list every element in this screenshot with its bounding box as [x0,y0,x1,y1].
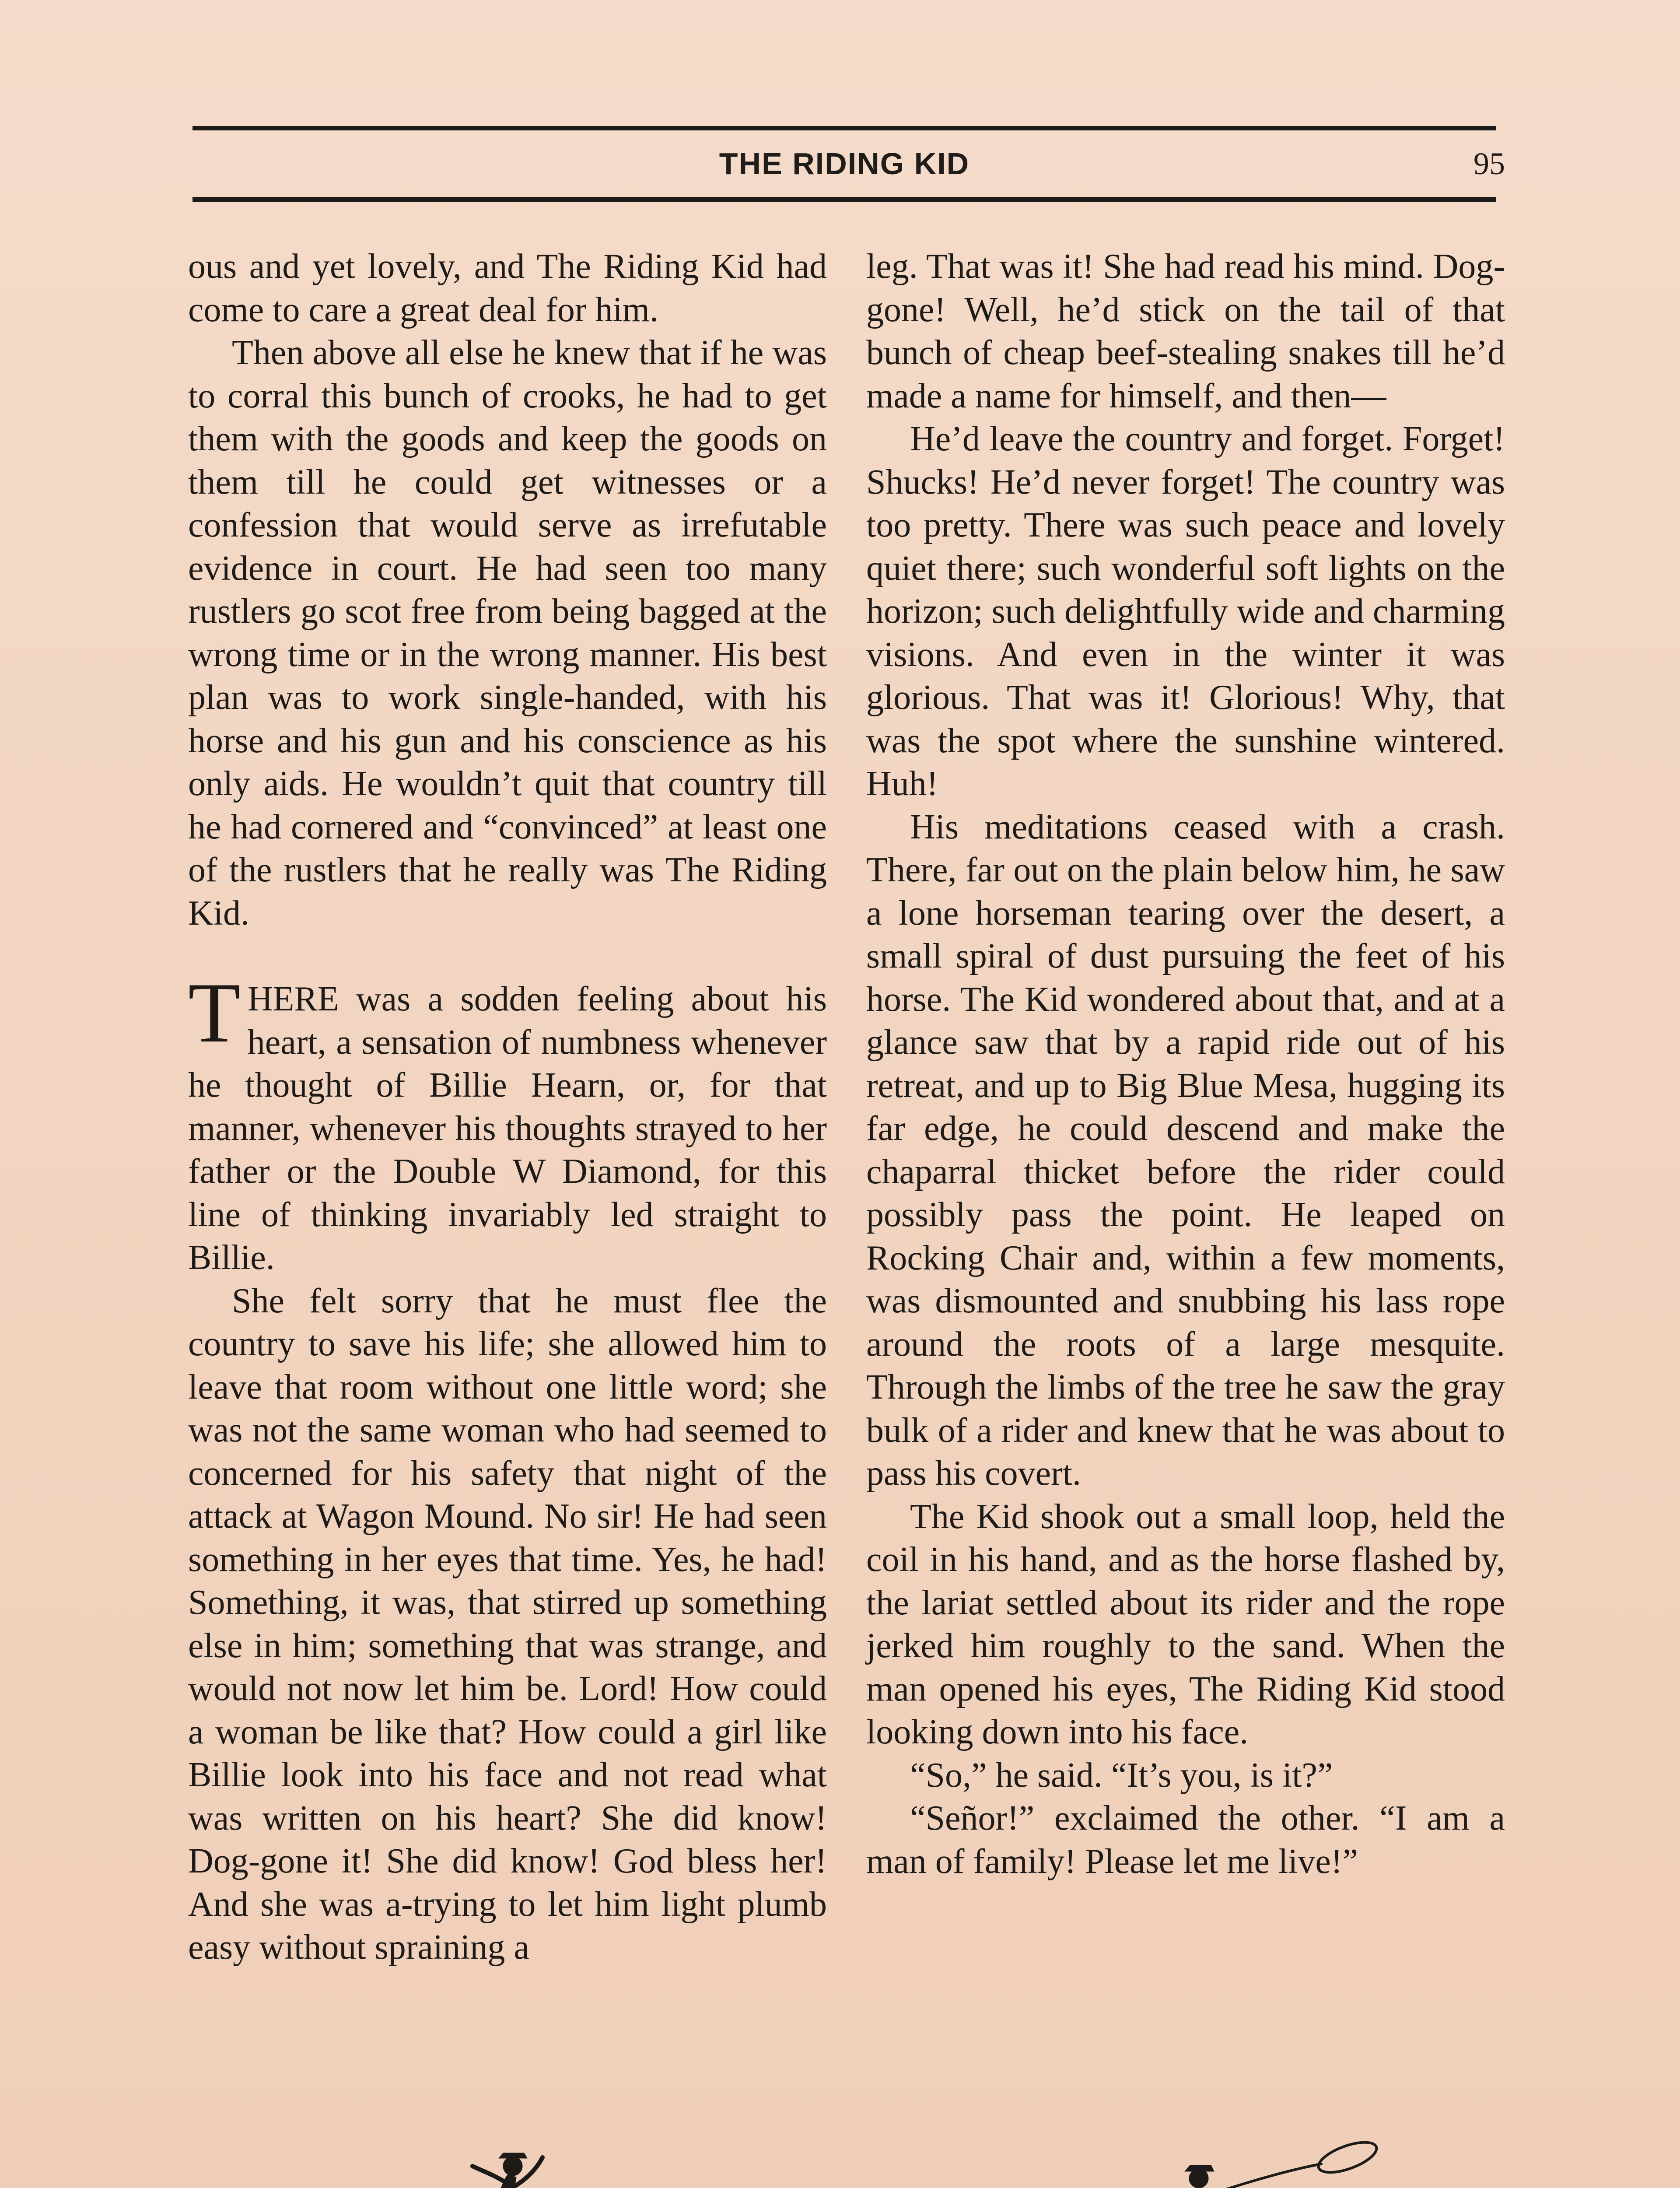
paragraph: “Señor!” exclaimed the other. “I am a man of family! Please let me live!” [866,1799,1505,1881]
paragraph: His meditations ceased with a crash. There, far out on the plain below him, he saw a lone horseman tearing over the desert, a small spiral of dust pursuing the feet of his horse. The Kid wondered about that, and at a glance saw that by a rapid ride out of his retreat, and up to Big Blue Mesa, hugging its far edge, he could descend and make the chaparral thicket before the rider could possibly pass the point. He leaped on Rocking Chair and, within a few moments, was dismounted and snubbing his lass rope around the roots of a large mesquite. Through the limbs of the tree he saw the gray bulk of a rider and knew that he was about to pass his covert. [866,807,1505,1493]
paragraph: He’d leave the country and forget. Forget! Shucks! He’d never forget! The country was too pretty. There was such peace and lovely quiet there; such wonderful soft lights on the horizon; such delightfully wide and charming visions. And even in the winter it was glorious. That was it! Glorious! Why, that was the spot where the sunshine wintered. Huh! [866,420,1505,803]
drop-cap: T [188,965,241,1060]
running-title: THE RIDING KID [719,147,970,181]
paragraph: “So,” he said. “It’s you, is it?” [910,1756,1333,1795]
header-rule-top [192,126,1496,130]
section-opening-paragraph [188,965,827,1280]
paragraph: She felt sorry that he must flee the country to save his life; she allowed him to leave that room without one little word; she was not the same woman who had seemed to concerned for his safety that night of the attack at Wagon Mound. No sir! He had seen something in her eyes that time. Yes, he had! Something, it was, that stirred up something else in him; something that was strange, and would not now let him be. Lord! How could a woman be like that? How could a girl like Billie look into his face and not read what was written on his heart? She did know! Dog-gone it! She did know! God bless her! And she was a-trying to let him light plumb easy without spraining a [188,1281,827,1967]
paragraph: Then above all else he knew that if he was to corral this bunch of crooks, he had to get them with the goods and keep the goods on them till he could get witnesses or a confession that would serve as irrefutable evidence in court. He had seen too many rustlers go scot free from being bagged at the wrong time or in the wrong manner. His best plan was to work single-handed, with his horse and his gun and his conscience as his only aids. He wouldn’t quit that country till he had cornered and “convinced” at least one of the rustlers that he really was The Riding Kid. [188,333,827,933]
paragraph: leg. That was it! She had read his mind. Dog-gone! Well, he’d stick on the tail of that bunch of cheap beef-stealing snakes till he’d made a name for himself, and then— [866,247,1505,415]
right-column [866,245,1505,1883]
paragraph: ous and yet lovely, and The Riding Kid had come to care a great deal for him. [188,247,827,329]
paragraph-text: HERE was a sodden feeling about his heart, a sensation of numbness whenever he thought of Billie Hearn, or, for that manner, whenever his thoughts strayed to her father or the Double W Diamond, for this line of thinking invariably led straight to Billie. [188,980,827,1277]
header-rule-bottom [192,197,1496,202]
paragraph: The Kid shook out a small loop, held the coil in his hand, and as the horse flashed by, the lariat settled about its rider and the rope jerked him roughly to the sand. When the man opened his eyes, The Riding Kid stood looking down into his face. [866,1497,1505,1751]
left-column [188,245,827,1969]
galloping-horseman-illustration [1059,2131,1418,2188]
page-number: 95 [1474,146,1505,181]
bucking-bronco-illustration [350,2135,656,2188]
